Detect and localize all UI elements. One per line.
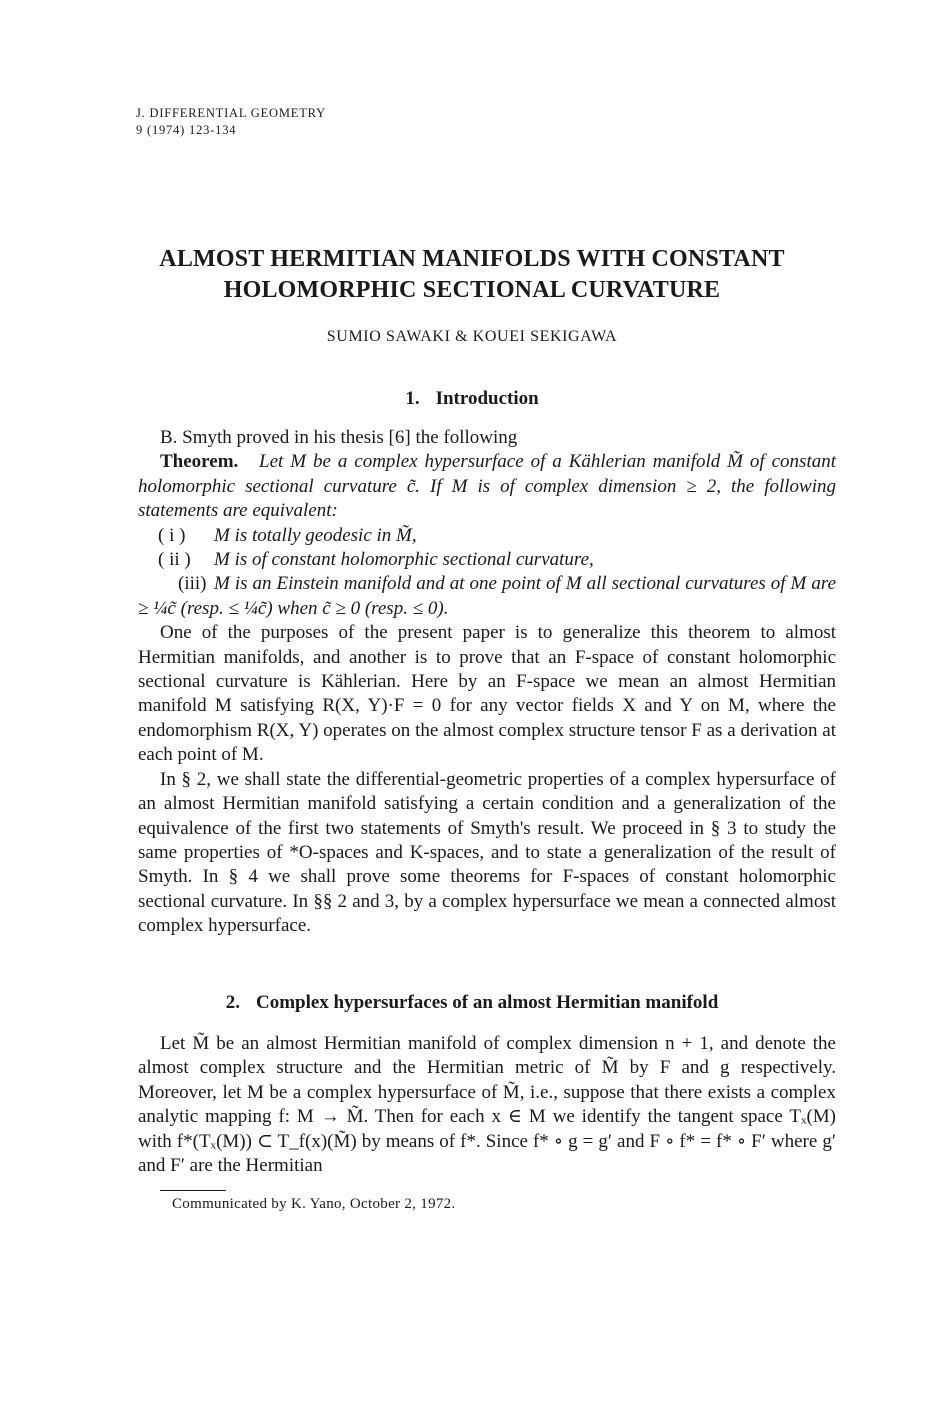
section-2-title: Complex hypersurfaces of an almost Hermitian manifold — [255, 992, 719, 1013]
authors: SUMIO SAWAKI & KOUEI SEKIGAWA — [326, 328, 618, 345]
journal-header — [136, 105, 326, 139]
theorem-label: Theorem. — [160, 451, 239, 473]
section-2-number: 2. — [225, 992, 240, 1013]
item-text: M is totally geodesic in M̃, — [214, 524, 417, 546]
footnote: Communicated by K. Yano, October 2, 1972. — [172, 1196, 456, 1212]
paragraph: In § 2, we shall state the differential-geometric properties of a complex hypersurface of an almost Hermitian manifold satisfying a certain condition and a generalization of the equivalence of the first two statements of Smyth's result. We proceed in § 3 to study the same properties of *O-spaces and K-spaces, and to state a generalization of the result of Smyth. In § 4 we shall prove some theorems for F-spaces of constant holomorphic sectional curvature. In §§ 2 and 3, by a complex hypersurface we mean a connected almost complex hypersurface. — [138, 768, 836, 937]
title-line-1: ALMOST HERMITIAN MANIFOLDS WITH CONSTANT — [159, 246, 785, 272]
item-text: M is of constant holomorphic sectional curvature, — [214, 549, 594, 571]
theorem-item — [138, 548, 836, 572]
paper-title — [100, 244, 844, 306]
section-1-title: Introduction — [435, 388, 539, 409]
footnote-rule — [160, 1190, 226, 1191]
section-1-number: 1. — [405, 388, 420, 409]
section-2-body — [138, 1032, 836, 1178]
theorem-statement: Let M be a complex hypersurface of a Kählerian manifold M̃ of constant holomorphic sectional curvature c̃. If M is of complex dimension ≥ 2, the following statements are equivalent: — [138, 451, 837, 522]
section-2-heading — [0, 992, 944, 1014]
intro-sentence: B. Smyth proved in his thesis [6] the following — [160, 427, 518, 448]
title-line-2: HOLOMORPHIC SECTIONAL CURVATURE — [223, 277, 721, 303]
item-label: ( i ) — [158, 524, 186, 546]
paragraph: One of the purposes of the present paper is to generalize this theorem to almost Hermitian manifolds, and another is to prove that an F-space of constant holomorphic sectional curvature is Kählerian. Here by an F-space we mean an almost Hermitian manifold M satisfying R(X, Y)·F = 0 for any vector fields X and Y on M, where the endomorphism R(X, Y) operates on the almost complex structure tensor F as a derivation at each point of M. — [138, 622, 836, 766]
item-label: ( ii ) — [158, 549, 191, 571]
paragraph: Let M̃ be an almost Hermitian manifold of complex dimension n + 1, and denote the almost complex structure and the Hermitian metric of M̃ by F and g respectively. Moreover, let M be a complex hypersurface of M̃, i.e., suppose that there exists a complex analytic mapping f: M → M̃. Then for each x ∈ M we identify the tangent space Tₓ(M) with f*(Tₓ(M)) ⊂ T_f(x)(M̃) by means of f*. Since f* ∘ g = g′ and F ∘ f* = f* ∘ F′ where g′ and F′ are the Hermitian — [138, 1033, 836, 1177]
journal-name: J. DIFFERENTIAL GEOMETRY — [136, 106, 326, 120]
theorem-item — [138, 572, 836, 621]
item-label: (iii) — [178, 573, 207, 595]
theorem-item — [138, 524, 836, 548]
section-1-heading — [0, 388, 944, 410]
journal-issue: 9 (1974) 123-134 — [136, 123, 237, 137]
section-1-body — [138, 426, 836, 939]
theorem — [138, 450, 836, 523]
item-text: M is an Einstein manifold and at one point of M all sectional curvatures of M are ≥ ¼c̃ (resp. ≤ ¼c̃) when c̃ ≥ 0 (resp. ≤ 0). — [138, 573, 836, 619]
